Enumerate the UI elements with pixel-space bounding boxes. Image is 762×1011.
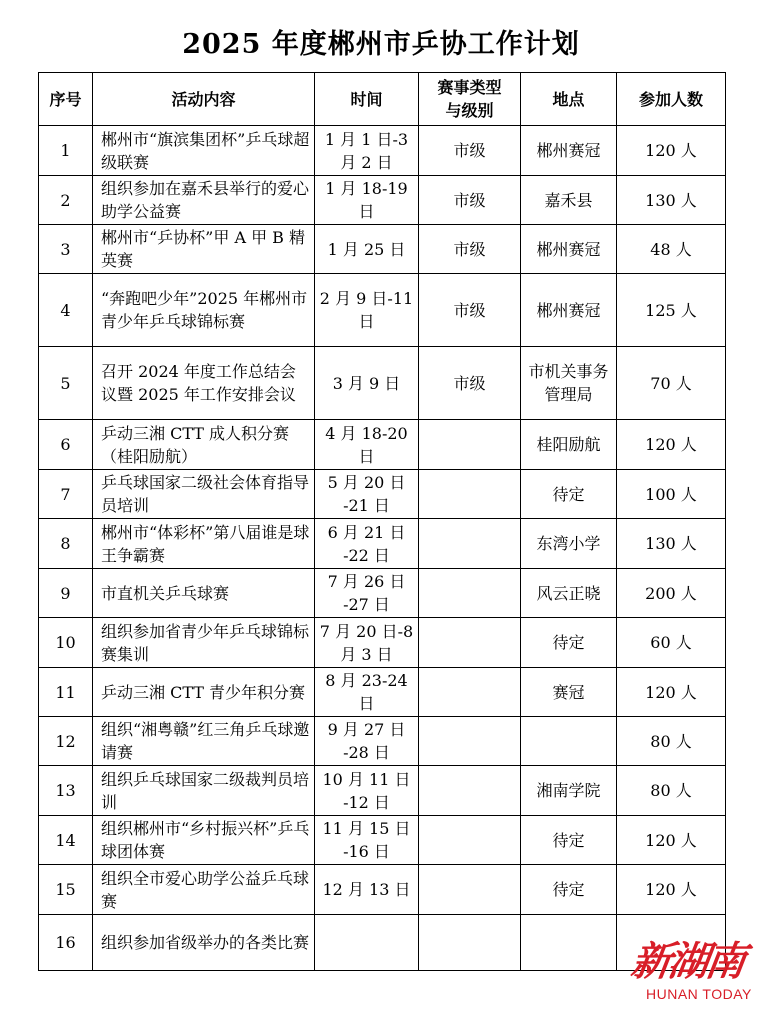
cell-activity: 组织参加在嘉禾县举行的爱心助学公益赛 [93,176,315,225]
cell-activity: 乒动三湘 CTT 青少年积分赛 [93,668,315,717]
table-row [39,766,726,816]
cell-participants: 80 人 [617,717,726,766]
table-row [39,569,726,618]
cell-type: 市级 [419,126,521,176]
cell-activity: 组织全市爱心助学公益乒乓球赛 [93,865,315,915]
table-row [39,717,726,766]
cell-participants: 120 人 [617,420,726,470]
cell-type [419,668,521,717]
table-row [39,519,726,569]
cell-activity: 召开 2024 年度工作总结会议暨 2025 年工作安排会议 [93,347,315,420]
cell-time: 10 月 11 日 -12 日 [315,766,419,816]
cell-location [521,717,617,766]
cell-activity: 郴州市“体彩杯”第八届谁是球王争霸赛 [93,519,315,569]
cell-participants: 130 人 [617,519,726,569]
hunan-today-logo [628,930,758,1008]
cell-time [315,915,419,971]
header-participants: 参加人数 [617,73,726,126]
header-type-line2: 与级别 [445,101,494,120]
cell-time: 1 月 1 日-3 月 2 日 [315,126,419,176]
cell-seq: 2 [39,176,93,225]
cell-time: 9 月 27 日 -28 日 [315,717,419,766]
cell-activity: 郴州市“乒协杯”甲 A 甲 B 精英赛 [93,225,315,274]
cell-location: 郴州赛冠 [521,225,617,274]
cell-location: 东湾小学 [521,519,617,569]
cell-activity: 乒乓球国家二级社会体育指导员培训 [93,470,315,519]
cell-location: 待定 [521,470,617,519]
table-row [39,176,726,225]
cell-seq: 8 [39,519,93,569]
cell-location: 郴州赛冠 [521,126,617,176]
cell-seq: 12 [39,717,93,766]
cell-seq: 1 [39,126,93,176]
cell-type [419,865,521,915]
cell-time: 3 月 9 日 [315,347,419,420]
cell-participants: 120 人 [617,816,726,865]
cell-time: 1 月 25 日 [315,225,419,274]
header-type [419,73,521,126]
cell-location: 待定 [521,816,617,865]
cell-participants: 120 人 [617,668,726,717]
table-row [39,274,726,347]
cell-participants: 80 人 [617,766,726,816]
cell-time: 11 月 15 日 -16 日 [315,816,419,865]
cell-time: 8 月 23-24 日 [315,668,419,717]
cell-location: 风云正晓 [521,569,617,618]
cell-activity: 组织郴州市“乡村振兴杯”乒乓球团体赛 [93,816,315,865]
cell-activity: “奔跑吧少年”2025 年郴州市青少年乒乓球锦标赛 [93,274,315,347]
cell-activity: 组织“湘粤赣”红三角乒乓球邀请赛 [93,717,315,766]
cell-type [419,519,521,569]
cell-type: 市级 [419,176,521,225]
table-row [39,126,726,176]
cell-location: 嘉禾县 [521,176,617,225]
table-row [39,420,726,470]
cell-participants: 100 人 [617,470,726,519]
cell-type: 市级 [419,225,521,274]
table-row [39,668,726,717]
header-type-line1: 赛事类型 [437,78,502,97]
cell-seq: 16 [39,915,93,971]
cell-seq: 9 [39,569,93,618]
cell-participants: 70 人 [617,347,726,420]
cell-time: 4 月 18-20 日 [315,420,419,470]
cell-participants: 120 人 [617,865,726,915]
cell-time: 6 月 21 日 -22 日 [315,519,419,569]
cell-seq: 3 [39,225,93,274]
header-time: 时间 [315,73,419,126]
cell-location [521,915,617,971]
cell-time: 12 月 13 日 [315,865,419,915]
header-location: 地点 [521,73,617,126]
cell-seq: 7 [39,470,93,519]
cell-type [419,618,521,668]
cell-type [419,470,521,519]
cell-seq: 13 [39,766,93,816]
cell-activity: 乒动三湘 CTT 成人积分赛（桂阳励航） [93,420,315,470]
table-row [39,816,726,865]
cell-participants: 130 人 [617,176,726,225]
table-row [39,865,726,915]
cell-activity: 组织参加省青少年乒乓球锦标赛集训 [93,618,315,668]
cell-seq: 6 [39,420,93,470]
cell-activity: 组织参加省级举办的各类比赛 [93,915,315,971]
cell-seq: 14 [39,816,93,865]
cell-location: 待定 [521,618,617,668]
cell-location: 待定 [521,865,617,915]
cell-type [419,717,521,766]
table-row [39,618,726,668]
cell-participants: 60 人 [617,618,726,668]
cell-time: 7 月 20 日-8 月 3 日 [315,618,419,668]
cell-participants: 48 人 [617,225,726,274]
cell-activity: 市直机关乒乓球赛 [93,569,315,618]
cell-type [419,816,521,865]
cell-participants: 120 人 [617,126,726,176]
logo-subtitle: HUNAN TODAY [646,986,752,1002]
cell-activity: 郴州市“旗滨集团杯”乒乓球超级联赛 [93,126,315,176]
cell-location: 郴州赛冠 [521,274,617,347]
cell-time: 7 月 26 日 -27 日 [315,569,419,618]
cell-type [419,569,521,618]
cell-location: 市机关事务管理局 [521,347,617,420]
cell-activity: 组织乒乓球国家二级裁判员培训 [93,766,315,816]
cell-seq: 5 [39,347,93,420]
page-title: 2025 年度郴州市乒协工作计划 [182,29,580,60]
cell-participants: 125 人 [617,274,726,347]
cell-time: 5 月 20 日 -21 日 [315,470,419,519]
cell-time: 2 月 9 日-11 日 [315,274,419,347]
table-row [39,915,726,971]
header-seq: 序号 [39,73,93,126]
cell-participants: 200 人 [617,569,726,618]
cell-type: 市级 [419,347,521,420]
table-header-row [39,73,726,126]
cell-type [419,420,521,470]
cell-seq: 15 [39,865,93,915]
cell-location: 桂阳励航 [521,420,617,470]
work-plan-table [38,72,726,971]
cell-location: 赛冠 [521,668,617,717]
cell-seq: 10 [39,618,93,668]
table-row [39,347,726,420]
cell-time: 1 月 18-19 日 [315,176,419,225]
cell-type [419,766,521,816]
logo-name: 新湖南 [628,938,746,985]
cell-seq: 4 [39,274,93,347]
table-row [39,225,726,274]
cell-seq: 11 [39,668,93,717]
header-activity: 活动内容 [93,73,315,126]
cell-type: 市级 [419,274,521,347]
cell-location: 湘南学院 [521,766,617,816]
cell-type [419,915,521,971]
table-row [39,470,726,519]
